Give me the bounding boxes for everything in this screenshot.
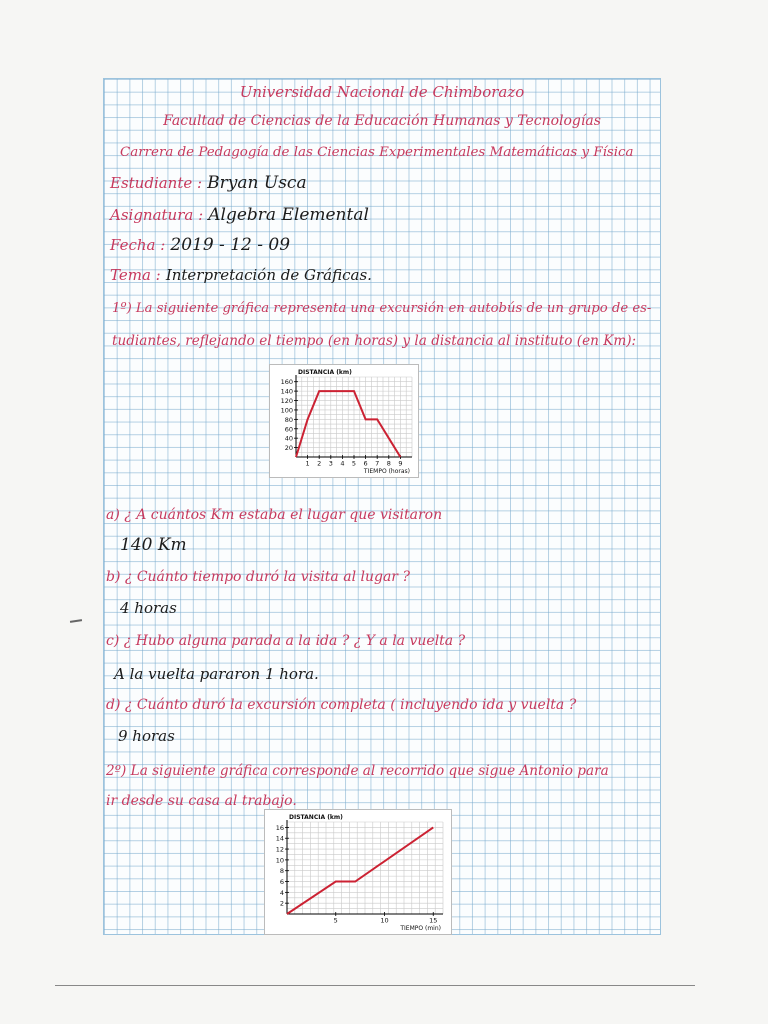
subject-row (110, 205, 369, 225)
y-axis-label: DISTANCIA (km) (289, 814, 343, 821)
chart-commute (264, 809, 452, 935)
question-c: c) ¿ Hubo alguna parada a la ida ? ¿ Y a la vuelta ? (106, 633, 466, 649)
student-row (110, 173, 307, 193)
chart-excursion-svg (270, 365, 418, 477)
date-row (110, 235, 290, 255)
y-tick-label: 10 (275, 856, 284, 865)
chart-excursion (269, 364, 419, 478)
y-tick-label: 120 (280, 397, 293, 406)
y-tick-label: 16 (275, 823, 284, 832)
notebook-page (103, 78, 661, 935)
subject-label: Asignatura : (110, 206, 204, 224)
x-tick-label: 4 (340, 459, 345, 468)
y-tick-label: 12 (275, 845, 284, 854)
y-tick-label: 80 (284, 415, 293, 424)
x-tick-label: 5 (333, 916, 338, 925)
x-tick-label: 2 (317, 459, 322, 468)
y-tick-label: 8 (279, 867, 284, 876)
y-tick-label: 60 (284, 425, 293, 434)
question-b: b) ¿ Cuánto tiempo duró la visita al lugar ? (106, 569, 410, 585)
y-tick-label: 6 (279, 878, 284, 887)
answer-d: 9 horas (118, 727, 175, 745)
university-title: Universidad Nacional de Chimborazo (239, 83, 525, 101)
subject-value: Algebra Elemental (208, 205, 369, 225)
student-label: Estudiante : (110, 174, 203, 192)
question-d: d) ¿ Cuánto duró la excursión completa ( incluyendo ida y vuelta ? (106, 697, 577, 713)
y-tick-label: 160 (280, 378, 293, 387)
career-title: Carrera de Pedagogía de las Ciencias Experimentales Matemáticas y Física (120, 145, 634, 160)
chart-commute-svg (265, 810, 451, 934)
answer-a: 140 Km (120, 535, 187, 555)
topic-value: Interpretación de Gráficas. (165, 266, 372, 284)
y-tick-label: 40 (284, 434, 293, 443)
x-tick-label: 1 (305, 459, 310, 468)
faculty-title: Facultad de Ciencias de la Educación Humanas y Tecnologías (163, 113, 601, 129)
topic-label: Tema : (110, 266, 161, 284)
y-tick-label: 20 (284, 444, 293, 453)
y-tick-label: 100 (280, 406, 293, 415)
student-value: Bryan Usca (207, 173, 307, 193)
x-tick-label: 8 (386, 459, 391, 468)
x-tick-label: 3 (328, 459, 333, 468)
margin-mark (70, 619, 82, 623)
question-a: a) ¿ A cuántos Km estaba el lugar que visitaron (106, 507, 443, 523)
exercise2-line1: 2º) La siguiente gráfica corresponde al recorrido que sigue Antonio para (106, 763, 609, 779)
exercise1-line2: tudiantes, reflejando el tiempo (en horas) y la distancia al instituto (en Km): (112, 333, 637, 349)
y-tick-label: 14 (275, 834, 284, 843)
page-edge-rule (55, 985, 695, 986)
y-tick-label: 2 (279, 899, 284, 908)
x-tick-label: 15 (429, 916, 438, 925)
answer-b: 4 horas (120, 599, 177, 617)
topic-row (110, 265, 372, 284)
y-tick-label: 140 (280, 387, 293, 396)
x-tick-label: 5 (351, 459, 357, 468)
y-tick-label: 4 (279, 888, 284, 897)
exercise1-line1: 1º) La siguiente gráfica representa una excursión en autobús de un grupo de es- (112, 301, 652, 316)
x-tick-label: 9 (398, 459, 403, 468)
x-axis-label: TIEMPO (min) (400, 925, 441, 932)
x-tick-label: 7 (375, 459, 380, 468)
date-label: Fecha : (110, 236, 166, 254)
date-value: 2019 - 12 - 09 (170, 235, 291, 255)
x-tick-label: 6 (363, 459, 368, 468)
answer-c: A la vuelta pararon 1 hora. (114, 665, 319, 683)
x-axis-label: TIEMPO (horas) (363, 468, 410, 475)
x-tick-label: 10 (380, 916, 389, 925)
exercise2-line2: ir desde su casa al trabajo. (106, 793, 297, 809)
y-axis-label: DISTANCIA (km) (298, 369, 352, 376)
